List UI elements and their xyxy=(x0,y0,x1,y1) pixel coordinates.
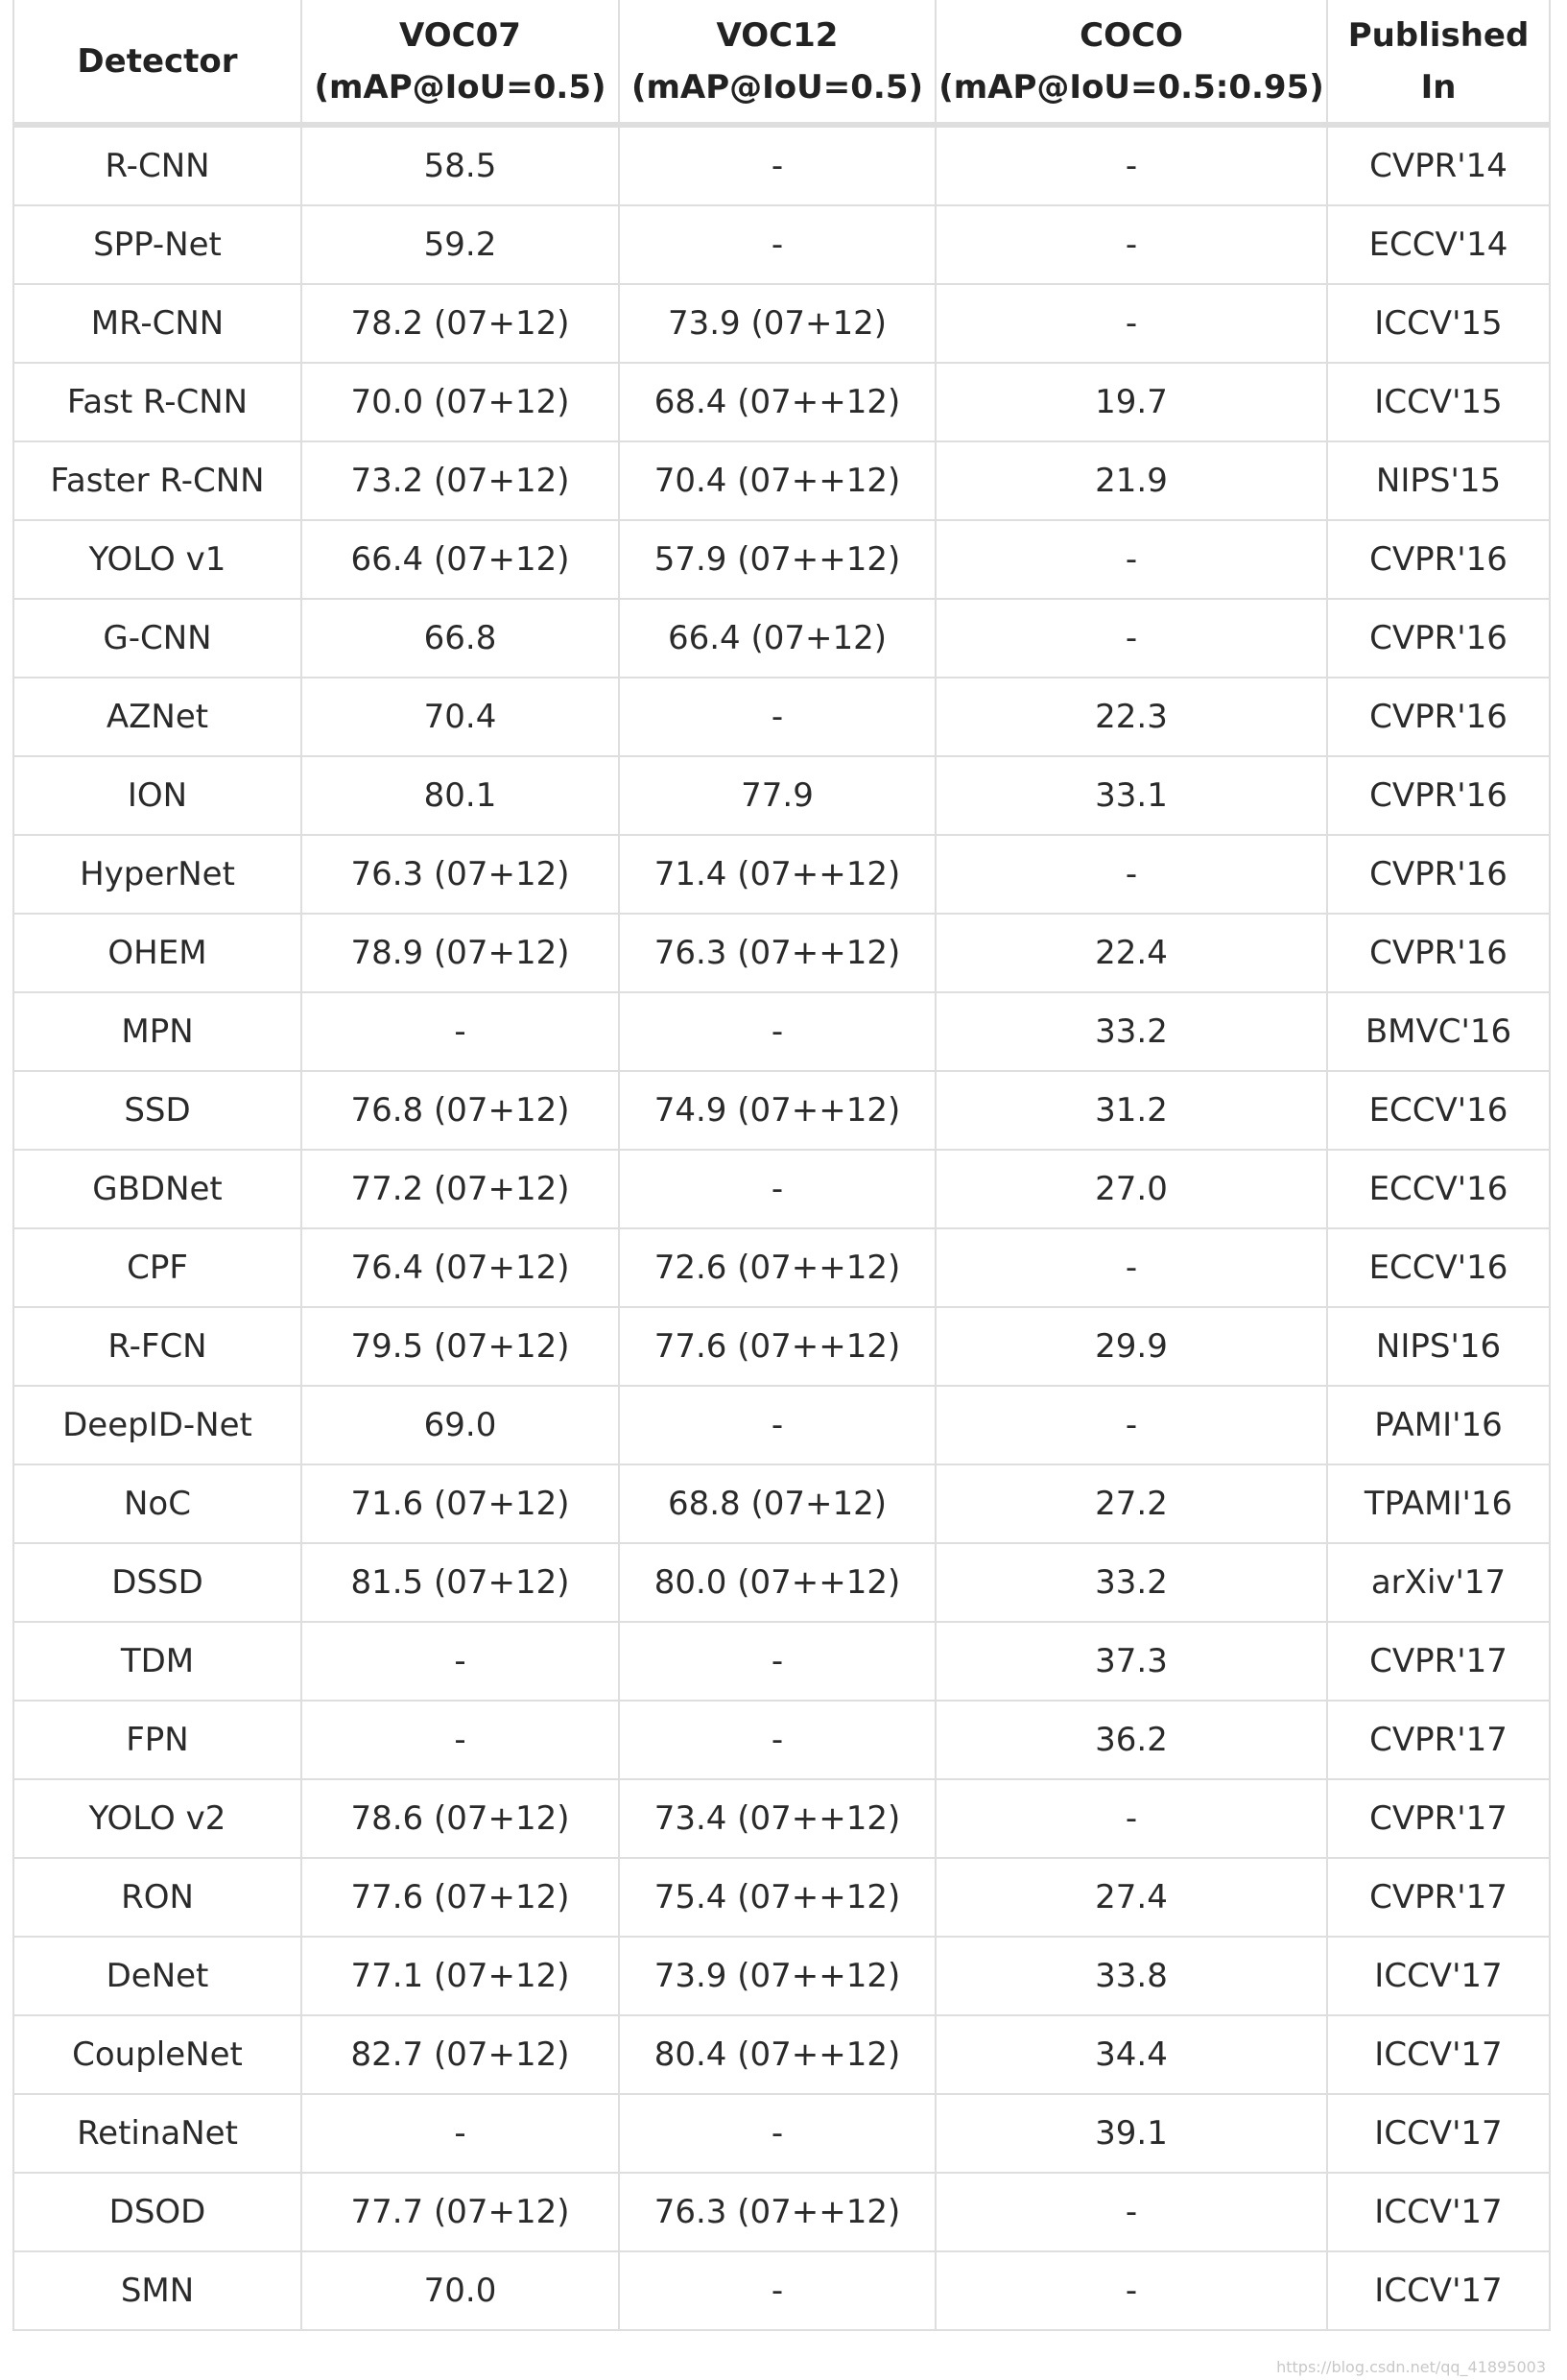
cell-detector: DeNet xyxy=(13,1937,301,2015)
cell-published-in: ECCV'16 xyxy=(1327,1071,1550,1150)
cell-published-in: ECCV'16 xyxy=(1327,1228,1550,1307)
cell-voc12: 68.8 (07+12) xyxy=(619,1464,936,1543)
cell-published-in: ICCV'15 xyxy=(1327,284,1550,363)
cell-voc07: 70.0 xyxy=(301,2251,619,2330)
cell-voc07: 79.5 (07+12) xyxy=(301,1307,619,1386)
cell-coco: 27.2 xyxy=(936,1464,1327,1543)
cell-voc12: - xyxy=(619,1701,936,1779)
cell-voc07: 73.2 (07+12) xyxy=(301,441,619,520)
cell-detector: CoupleNet xyxy=(13,2015,301,2094)
cell-detector: SPP-Net xyxy=(13,205,301,284)
cell-voc07: 78.6 (07+12) xyxy=(301,1779,619,1858)
cell-published-in: NIPS'15 xyxy=(1327,441,1550,520)
cell-detector: OHEM xyxy=(13,914,301,992)
cell-coco: 21.9 xyxy=(936,441,1327,520)
cell-voc07: 59.2 xyxy=(301,205,619,284)
cell-published-in: ICCV'17 xyxy=(1327,2251,1550,2330)
cell-voc07: 77.1 (07+12) xyxy=(301,1937,619,2015)
cell-voc07: 70.4 xyxy=(301,678,619,756)
cell-voc12: - xyxy=(619,2094,936,2173)
cell-voc12: 71.4 (07++12) xyxy=(619,835,936,914)
cell-detector: DeepID-Net xyxy=(13,1386,301,1464)
cell-published-in: CVPR'16 xyxy=(1327,914,1550,992)
table-row xyxy=(13,1307,1550,1386)
cell-published-in: CVPR'16 xyxy=(1327,520,1550,599)
cell-voc07: 80.1 xyxy=(301,756,619,835)
cell-coco: 27.4 xyxy=(936,1858,1327,1937)
cell-voc07: 58.5 xyxy=(301,125,619,205)
cell-voc12: 76.3 (07++12) xyxy=(619,914,936,992)
table-row xyxy=(13,914,1550,992)
cell-published-in: CVPR'17 xyxy=(1327,1622,1550,1701)
cell-published-in: BMVC'16 xyxy=(1327,992,1550,1071)
cell-voc12: 73.9 (07++12) xyxy=(619,1937,936,2015)
cell-published-in: CVPR'17 xyxy=(1327,1858,1550,1937)
cell-detector: YOLO v2 xyxy=(13,1779,301,1858)
table-row xyxy=(13,1071,1550,1150)
cell-detector: Faster R-CNN xyxy=(13,441,301,520)
header-coco: COCO (mAP@IoU=0.5:0.95) xyxy=(936,0,1327,125)
header-published-in: Published In xyxy=(1327,0,1550,125)
cell-detector: SMN xyxy=(13,2251,301,2330)
cell-voc07: - xyxy=(301,992,619,1071)
cell-detector: Fast R-CNN xyxy=(13,363,301,441)
cell-detector: DSOD xyxy=(13,2173,301,2251)
table-row xyxy=(13,1622,1550,1701)
cell-voc07: 76.8 (07+12) xyxy=(301,1071,619,1150)
table-row xyxy=(13,1464,1550,1543)
cell-detector: MR-CNN xyxy=(13,284,301,363)
table-row xyxy=(13,1386,1550,1464)
cell-voc07: 81.5 (07+12) xyxy=(301,1543,619,1622)
cell-voc12: 66.4 (07+12) xyxy=(619,599,936,678)
cell-published-in: CVPR'16 xyxy=(1327,599,1550,678)
cell-voc07: - xyxy=(301,1701,619,1779)
cell-coco: - xyxy=(936,1779,1327,1858)
cell-detector: MPN xyxy=(13,992,301,1071)
cell-voc12: 74.9 (07++12) xyxy=(619,1071,936,1150)
cell-published-in: PAMI'16 xyxy=(1327,1386,1550,1464)
table-row xyxy=(13,520,1550,599)
cell-voc12: - xyxy=(619,678,936,756)
cell-detector: RON xyxy=(13,1858,301,1937)
table-row xyxy=(13,2251,1550,2330)
cell-detector: HyperNet xyxy=(13,835,301,914)
cell-coco: 22.3 xyxy=(936,678,1327,756)
cell-voc12: - xyxy=(619,1150,936,1228)
cell-coco: 27.0 xyxy=(936,1150,1327,1228)
cell-detector: TDM xyxy=(13,1622,301,1701)
table-row xyxy=(13,2015,1550,2094)
cell-coco: 33.2 xyxy=(936,992,1327,1071)
cell-published-in: arXiv'17 xyxy=(1327,1543,1550,1622)
cell-voc07: - xyxy=(301,2094,619,2173)
cell-published-in: NIPS'16 xyxy=(1327,1307,1550,1386)
cell-voc12: - xyxy=(619,992,936,1071)
cell-voc12: 68.4 (07++12) xyxy=(619,363,936,441)
cell-coco: 22.4 xyxy=(936,914,1327,992)
table-row xyxy=(13,992,1550,1071)
cell-published-in: ECCV'14 xyxy=(1327,205,1550,284)
cell-coco: - xyxy=(936,284,1327,363)
cell-coco: 29.9 xyxy=(936,1307,1327,1386)
header-detector: Detector xyxy=(13,0,301,125)
cell-detector: FPN xyxy=(13,1701,301,1779)
cell-detector: YOLO v1 xyxy=(13,520,301,599)
cell-coco: - xyxy=(936,2173,1327,2251)
table-row xyxy=(13,205,1550,284)
cell-detector: R-FCN xyxy=(13,1307,301,1386)
cell-published-in: CVPR'14 xyxy=(1327,125,1550,205)
cell-voc07: 77.6 (07+12) xyxy=(301,1858,619,1937)
cell-coco: - xyxy=(936,125,1327,205)
cell-coco: 39.1 xyxy=(936,2094,1327,2173)
detector-comparison-table-container xyxy=(12,0,1549,2331)
table-row xyxy=(13,441,1550,520)
table-row xyxy=(13,1543,1550,1622)
cell-coco: 37.3 xyxy=(936,1622,1327,1701)
cell-detector: SSD xyxy=(13,1071,301,1150)
cell-detector: CPF xyxy=(13,1228,301,1307)
cell-voc07: 66.8 xyxy=(301,599,619,678)
cell-voc12: 75.4 (07++12) xyxy=(619,1858,936,1937)
cell-voc07: 66.4 (07+12) xyxy=(301,520,619,599)
table-row xyxy=(13,1228,1550,1307)
cell-detector: G-CNN xyxy=(13,599,301,678)
cell-published-in: ICCV'17 xyxy=(1327,1937,1550,2015)
cell-voc07: 71.6 (07+12) xyxy=(301,1464,619,1543)
header-voc07: VOC07 (mAP@IoU=0.5) xyxy=(301,0,619,125)
cell-voc12: 80.4 (07++12) xyxy=(619,2015,936,2094)
table-row xyxy=(13,125,1550,205)
cell-coco: 34.4 xyxy=(936,2015,1327,2094)
cell-voc12: 73.4 (07++12) xyxy=(619,1779,936,1858)
cell-coco: - xyxy=(936,2251,1327,2330)
cell-published-in: CVPR'17 xyxy=(1327,1779,1550,1858)
cell-voc07: 77.2 (07+12) xyxy=(301,1150,619,1228)
cell-coco: - xyxy=(936,1386,1327,1464)
cell-published-in: ICCV'17 xyxy=(1327,2173,1550,2251)
cell-voc07: - xyxy=(301,1622,619,1701)
cell-voc12: 70.4 (07++12) xyxy=(619,441,936,520)
cell-detector: GBDNet xyxy=(13,1150,301,1228)
cell-published-in: ECCV'16 xyxy=(1327,1150,1550,1228)
header-voc12: VOC12 (mAP@IoU=0.5) xyxy=(619,0,936,125)
cell-voc07: 82.7 (07+12) xyxy=(301,2015,619,2094)
cell-voc07: 76.3 (07+12) xyxy=(301,835,619,914)
table-row xyxy=(13,1701,1550,1779)
cell-coco: 33.1 xyxy=(936,756,1327,835)
table-row xyxy=(13,835,1550,914)
cell-published-in: CVPR'16 xyxy=(1327,835,1550,914)
cell-voc07: 76.4 (07+12) xyxy=(301,1228,619,1307)
cell-voc12: 80.0 (07++12) xyxy=(619,1543,936,1622)
cell-coco: - xyxy=(936,1228,1327,1307)
cell-voc07: 78.9 (07+12) xyxy=(301,914,619,992)
cell-detector: DSSD xyxy=(13,1543,301,1622)
cell-coco: - xyxy=(936,835,1327,914)
cell-voc12: - xyxy=(619,1386,936,1464)
cell-voc12: 76.3 (07++12) xyxy=(619,2173,936,2251)
cell-detector: AZNet xyxy=(13,678,301,756)
cell-published-in: TPAMI'16 xyxy=(1327,1464,1550,1543)
cell-coco: 19.7 xyxy=(936,363,1327,441)
cell-published-in: ICCV'17 xyxy=(1327,2094,1550,2173)
cell-published-in: CVPR'16 xyxy=(1327,678,1550,756)
cell-voc07: 70.0 (07+12) xyxy=(301,363,619,441)
cell-voc12: - xyxy=(619,125,936,205)
table-row xyxy=(13,2173,1550,2251)
table-row xyxy=(13,284,1550,363)
cell-detector: NoC xyxy=(13,1464,301,1543)
cell-voc12: 77.9 xyxy=(619,756,936,835)
cell-published-in: CVPR'16 xyxy=(1327,756,1550,835)
table-row xyxy=(13,2094,1550,2173)
table-row xyxy=(13,1150,1550,1228)
cell-voc07: 69.0 xyxy=(301,1386,619,1464)
cell-voc12: 77.6 (07++12) xyxy=(619,1307,936,1386)
cell-coco: 31.2 xyxy=(936,1071,1327,1150)
cell-published-in: CVPR'17 xyxy=(1327,1701,1550,1779)
watermark-text: https://blog.csdn.net/qq_41895003 xyxy=(1276,2358,1546,2376)
cell-coco: 33.2 xyxy=(936,1543,1327,1622)
cell-published-in: ICCV'17 xyxy=(1327,2015,1550,2094)
cell-detector: ION xyxy=(13,756,301,835)
cell-voc07: 77.7 (07+12) xyxy=(301,2173,619,2251)
table-body xyxy=(13,125,1550,2330)
cell-published-in: ICCV'15 xyxy=(1327,363,1550,441)
cell-voc07: 78.2 (07+12) xyxy=(301,284,619,363)
cell-detector: RetinaNet xyxy=(13,2094,301,2173)
cell-voc12: - xyxy=(619,205,936,284)
cell-coco: 33.8 xyxy=(936,1937,1327,2015)
cell-coco: - xyxy=(936,205,1327,284)
table-row xyxy=(13,363,1550,441)
table-row xyxy=(13,599,1550,678)
table-header-row xyxy=(13,0,1550,125)
cell-coco: 36.2 xyxy=(936,1701,1327,1779)
cell-voc12: 73.9 (07+12) xyxy=(619,284,936,363)
detector-comparison-table xyxy=(12,0,1551,2331)
cell-coco: - xyxy=(936,599,1327,678)
table-row xyxy=(13,756,1550,835)
cell-detector: R-CNN xyxy=(13,125,301,205)
cell-voc12: - xyxy=(619,2251,936,2330)
cell-voc12: 57.9 (07++12) xyxy=(619,520,936,599)
cell-voc12: - xyxy=(619,1622,936,1701)
table-row xyxy=(13,1937,1550,2015)
table-row xyxy=(13,1858,1550,1937)
table-row xyxy=(13,678,1550,756)
table-row xyxy=(13,1779,1550,1858)
cell-coco: - xyxy=(936,520,1327,599)
cell-voc12: 72.6 (07++12) xyxy=(619,1228,936,1307)
